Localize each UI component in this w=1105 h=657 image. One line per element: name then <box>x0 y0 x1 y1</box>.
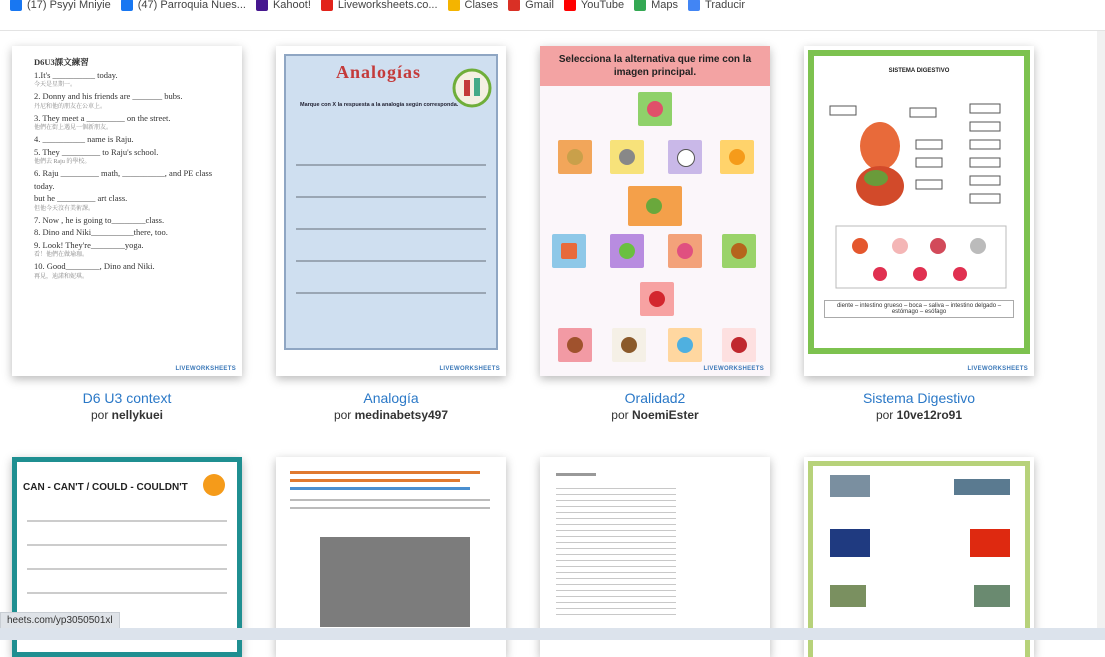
uk-flag-image <box>830 529 870 557</box>
girl-image <box>558 328 592 362</box>
status-url: heets.com/yp3050501xl <box>0 612 120 630</box>
worksheet-heading: Analogías <box>336 62 422 82</box>
landscape-image <box>974 585 1010 607</box>
worksheet-thumbnail-list[interactable] <box>540 457 770 657</box>
card-caption: Analogía por medinabetsy497 <box>276 390 506 422</box>
author-name[interactable]: 10ve12ro91 <box>896 408 963 422</box>
worksheet-title-link[interactable]: Sistema Digestivo <box>862 390 976 406</box>
facebook-icon <box>10 0 22 11</box>
bookmark-traducir[interactable]: Traducir <box>688 0 745 11</box>
liveworksheets-icon <box>321 0 333 11</box>
sun-image <box>720 140 754 174</box>
vertical-scrollbar[interactable] <box>1097 31 1105 628</box>
gmail-icon <box>508 0 520 11</box>
bookmark-clases[interactable]: Clases <box>448 0 499 11</box>
card-caption: Oralidad2 por NoemiEster <box>540 390 770 422</box>
heart-envelope-image <box>638 92 672 126</box>
caterpillar-image <box>610 234 644 268</box>
worksheet-thumbnail-d6u3[interactable] <box>12 46 242 376</box>
bookmark-facebook-2[interactable]: (47) Parroquia Nues... <box>121 0 246 11</box>
worksheet-thumbnail-analogia[interactable]: Analogías Marque con X la respuesta a la analogía según corresponda. LIVEWORKSHEETS <box>276 46 506 376</box>
clock-image <box>668 140 702 174</box>
worksheet-thumbnail-reading[interactable] <box>276 457 506 657</box>
author-name[interactable]: medinabetsy497 <box>354 408 449 422</box>
taskbar <box>0 628 1105 640</box>
bookmark-kahoot[interactable]: Kahoot! <box>256 0 311 11</box>
worksheet-title-link[interactable]: Analogía <box>363 390 419 406</box>
worksheet-heading: Selecciona la alternativa que rime con la imagen principal. <box>540 46 770 86</box>
digestive-system-diagram <box>820 86 1020 326</box>
worksheet-thumbnail-sistema-digestivo[interactable]: SISTEMA DIGESTIVO diente – intestino grueso – boca – saliva – intestino delgado – estómago – esófago LIVEWORKSHEETS <box>804 46 1034 376</box>
classroom-icon <box>448 0 460 11</box>
translate-icon <box>688 0 700 11</box>
hands-heart-image <box>668 234 702 268</box>
watermark: LIVEWORKSHEETS <box>175 366 236 372</box>
author-name[interactable]: NoemiEster <box>631 408 699 422</box>
card-caption: D6 U3 context por nellykuei <box>12 390 242 422</box>
shark-image <box>830 475 870 497</box>
worksheet-title-link[interactable]: D6 U3 context <box>82 390 172 406</box>
worksheet-preview: D6U3課文練習 1.It's __________ today. 今天是星期一。 2. Donny and his friends are _______ bubs. 丹尼和他的朋友在公車上。 3. They meet a _________ on the street. 他們在街上遇見一個新朋友。 4. __________ name is Raju. 5. They _________ to Raju's school. 他們去 Raju 的學校。 6. Raju _________ math, __________, and PE class today. but he _________ art class. 但他今天沒有美術課。 7. Now , he is going to________class. 8. Dino and Niki__________there, too. 9. Look! They're________yoga. 看！他們在做瑜珈。 10. Good________, Dino and Niki. 再見，迪諾和妮琪。 <box>34 57 213 280</box>
bookmark-gmail[interactable]: Gmail <box>508 0 554 11</box>
owl-image <box>612 328 646 362</box>
china-flag-image <box>970 529 1010 557</box>
watermark: LIVEWORKSHEETS <box>439 366 500 372</box>
card-caption: Sistema Digestivo por 10ve12ro91 <box>804 390 1034 422</box>
youtube-icon <box>564 0 576 11</box>
worksheet-title-link[interactable]: Oralidad2 <box>624 390 686 406</box>
author-name[interactable]: nellykuei <box>111 408 164 422</box>
facebook-icon <box>121 0 133 11</box>
drum-image <box>722 328 756 362</box>
watermark: LIVEWORKSHEETS <box>967 366 1028 372</box>
worksheet-thumbnail-oralidad[interactable] <box>540 46 770 376</box>
harp-image <box>558 140 592 174</box>
sun-icon <box>203 474 225 496</box>
whale-image <box>954 479 1010 495</box>
city-photo <box>320 537 470 627</box>
landscape-image <box>830 585 866 607</box>
kahoot-icon <box>256 0 268 11</box>
bookmark-youtube[interactable]: YouTube <box>564 0 624 11</box>
watermark: LIVEWORKSHEETS <box>703 366 764 372</box>
books-image <box>552 234 586 268</box>
bookmark-maps[interactable]: Maps <box>634 0 678 11</box>
bookmark-facebook-1[interactable]: (17) Psyyi Mniyie <box>10 0 111 11</box>
worksheet-thumbnail-can-could[interactable]: CAN - CAN'T / COULD - COULDN'T <box>12 457 242 657</box>
heart-image <box>640 282 674 316</box>
turtle-image <box>628 186 682 226</box>
bookmarks-bar <box>0 0 1105 31</box>
elephant-image <box>610 140 644 174</box>
rainbow-image <box>668 328 702 362</box>
bookmark-liveworksheets[interactable]: Liveworksheets.co... <box>321 0 438 11</box>
maps-icon <box>634 0 646 11</box>
boy-image <box>722 234 756 268</box>
worksheet-thumbnail-countries[interactable] <box>804 457 1034 657</box>
